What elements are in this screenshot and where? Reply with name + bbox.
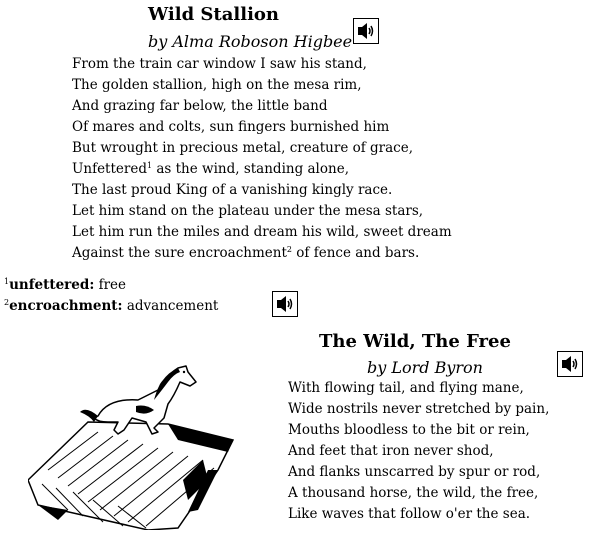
- poem2-body: [288, 378, 549, 525]
- poem-line: Let him stand on the plateau under the mesa stars,: [72, 203, 424, 219]
- poem-line: But wrought in precious metal, creature of grace,: [72, 140, 413, 156]
- footnote-term: unfettered:: [9, 277, 95, 293]
- poem-line: Mouths bloodless to the bit or rein,: [288, 422, 530, 438]
- footnote-definition: free: [94, 277, 127, 293]
- poem-line: From the train car window I saw his stand,: [72, 56, 367, 72]
- speaker-icon: [273, 292, 297, 316]
- poem-line: Wide nostrils never stretched by pain,: [288, 401, 550, 417]
- poem-line: With flowing tail, and flying mane,: [288, 380, 524, 396]
- footnote-mark: 1: [146, 161, 153, 170]
- speaker-icon: [558, 352, 582, 376]
- poem-line: Unfettered$^1$ as the wind, standing alone,: [72, 161, 349, 177]
- poem-line: The golden stallion, high on the mesa rim,: [72, 77, 362, 93]
- poem-line: And feet that iron never shod,: [288, 443, 494, 459]
- poem-line: And flanks unscarred by spur or rod,: [288, 464, 541, 480]
- poem2-audio-button[interactable]: [557, 351, 583, 377]
- speaker-icon: [354, 19, 378, 43]
- footnote-1: $^1$unfettered: free: [4, 277, 127, 293]
- poem-line: A thousand horse, the wild, the free,: [288, 485, 539, 501]
- poem2-author: by Lord Byron: [367, 358, 483, 377]
- poem-line: The last proud King of a vanishing kingly race.: [72, 182, 393, 198]
- poem-line: Let him run the miles and dream his wild, sweet dream: [72, 224, 452, 240]
- footnote-term: encroachment:: [9, 298, 123, 314]
- poem1-author: by Alma Roboson Higbee: [148, 32, 353, 51]
- footnotes-audio-button[interactable]: [272, 291, 298, 317]
- footnote-definition: advancement: [122, 298, 219, 314]
- poem-line: Of mares and colts, sun fingers burnished him: [72, 119, 390, 135]
- horse-illustration: [28, 360, 238, 530]
- footnote-2: $^2$encroachment: advancement: [4, 298, 219, 314]
- footnote-mark: 2: [286, 245, 292, 254]
- poem-line: Like waves that follow o'er the sea.: [288, 506, 531, 522]
- poem1-audio-button[interactable]: [353, 18, 379, 44]
- poem-line: Against the sure encroachment$^2$ of fence and bars.: [72, 245, 420, 261]
- poem-line: And grazing far below, the little band: [72, 98, 328, 114]
- poem1-body: [72, 54, 452, 264]
- poem1-title: Wild Stallion: [148, 4, 280, 25]
- poem2-title: The Wild, The Free: [319, 331, 511, 352]
